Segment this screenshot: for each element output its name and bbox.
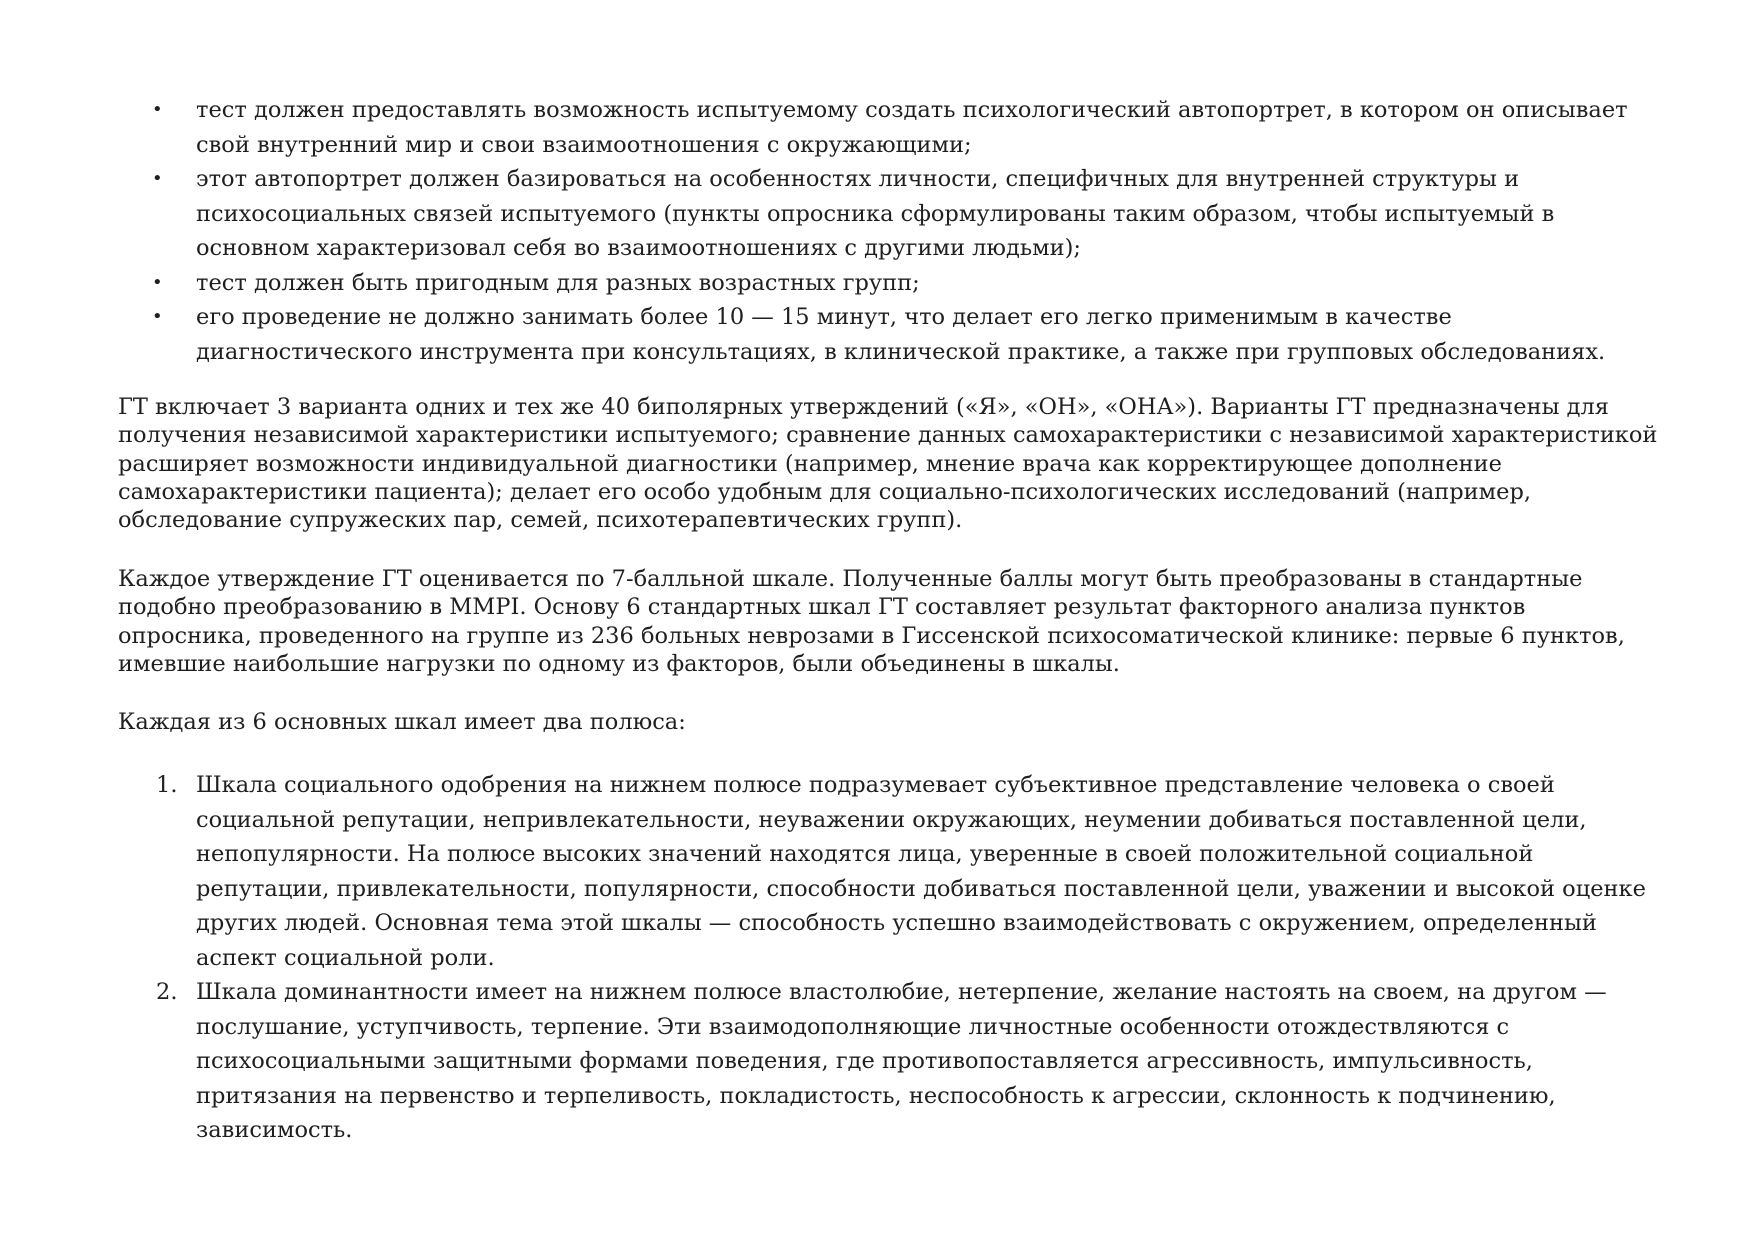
numbered-item: [118, 768, 1648, 975]
bullet-text: тест должен быть пригодным для разных возрастных групп;: [196, 269, 920, 296]
requirements-bullet-list: [118, 93, 1648, 369]
item-number: 1.: [156, 772, 178, 798]
item-number: 2.: [156, 979, 178, 1005]
item-text: Шкала социального одобрения на нижнем полюсе подразумевает субъективное представление человека о своей социальной репутации, непривлекательности, неуважении окружающих, неумении добиваться поставленной цели, непопулярности. На полюсе высоких значений находятся лица, уверенные в своей положительной социальной репутации, привлекательности, популярности, способности добиваться поставленной цели, уважении и высокой оценке других людей. Основная тема этой шкалы — способность успешно взаимодействовать с окружением, определенный аспект социальной роли.: [196, 772, 1646, 971]
paragraph-variants: ГТ включает 3 варианта одних и тех же 40 биполярных утверждений («Я», «ОН», «ОНА»). Варианты ГТ предназначены для получения независимой характеристики испытуемого; сравнение данных самохарактеристики с независимой характеристикой расширяет возможности индивидуальной диагностики (например, мнение врача как корректирующее дополнение самохарактеристики пациента); делает его особо удобным для социально-психологических исследований (например, обследование супружеских пар, семей, психотерапевтических групп).: [118, 394, 1658, 534]
scales-numbered-list: [118, 768, 1648, 1148]
bullet-item: [118, 162, 1648, 266]
bullet-text: этот автопортрет должен базироваться на особенностях личности, специфичных для внутренней структуры и психосоциальных связей испытуемого (пункты опросника сформулированы таким образом, чтобы испытуемый в основном характеризовал себя во взаимоотношениях с другими людьми);: [196, 166, 1555, 261]
bullet-text: тест должен предоставлять возможность испытуемому создать психологический автопортрет, в котором он описывает свой внутренний мир и свои взаимоотношения с окружающими;: [196, 97, 1628, 158]
bullet-item: [118, 93, 1648, 162]
bullet-text: его проведение не должно занимать более 10 — 15 минут, что делает его легко применимым в качестве диагностического инструмента при консультациях, в клинической практике, а также при групповых обследованиях.: [196, 304, 1606, 365]
bullet-item: [118, 300, 1648, 369]
bullet-item: [118, 266, 1648, 301]
paragraph-scales-intro: Каждая из 6 основных шкал имеет два полюса:: [118, 709, 686, 735]
paragraph-scoring: Каждое утверждение ГТ оценивается по 7-балльной шкале. Полученные баллы могут быть преобразованы в стандартные подобно преобразованию в MMPI. Основу 6 стандартных шкал ГТ составляет результат факторного анализа пунктов опросника, проведенного на группе из 236 больных неврозами в Гиссенской психосоматической клинике: первые 6 пунктов, имевшие наибольшие нагрузки по одному из факторов, были объединены в шкалы.: [118, 566, 1625, 677]
item-text: Шкала доминантности имеет на нижнем полюсе властолюбие, нетерпение, желание настоять на своем, на другом — послушание, уступчивость, терпение. Эти взаимодополняющие личностные особенности отождествляются с психосоциальными защитными формами поведения, где противопоставляется агрессивность, импульсивность, притязания на первенство и терпеливость, покладистость, неспособность к агрессии, склонность к подчинению, зависимость.: [196, 979, 1607, 1143]
numbered-item: [118, 975, 1648, 1148]
